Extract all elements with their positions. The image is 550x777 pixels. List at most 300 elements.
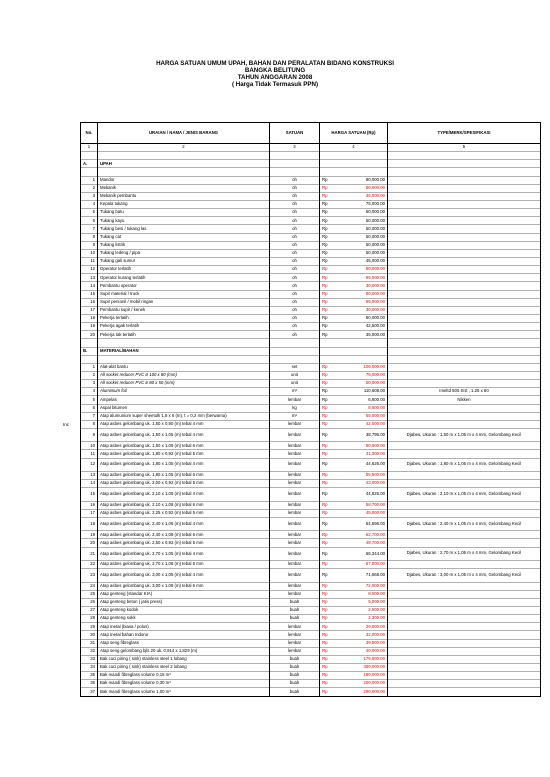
currency-label: Rp: [322, 561, 328, 567]
item-spec: [388, 647, 541, 655]
item-price: 38,796.00: [365, 431, 385, 437]
item-spec: [388, 209, 541, 217]
item-price-cell: [320, 396, 388, 404]
currency-label: Rp: [322, 225, 328, 231]
item-name: Mekanik pembantu: [98, 192, 270, 200]
item-price: 44,626.00: [365, 461, 385, 467]
row-number: 3: [81, 192, 98, 200]
item-unit: lembar: [270, 647, 320, 655]
table-row: [81, 233, 541, 241]
blank-cell: [388, 355, 541, 363]
row-number: 1: [81, 176, 98, 184]
item-price: 50,000.00: [365, 241, 385, 247]
item-spec: Djabes, Ukuran : 2,10 m x 1,05 m x 4 mm, Gelombang Kecil: [388, 488, 541, 501]
currency-label: Rp: [322, 647, 328, 653]
colnum-1: 1: [81, 144, 98, 152]
item-name: Atap asbes gelombang uk. 1,50 x 1,05 (m) tebal 6 mm: [98, 442, 270, 450]
item-unit: oh: [270, 306, 320, 314]
currency-label: Rp: [322, 623, 328, 629]
table-row: [81, 480, 541, 488]
stray-cell-text: Inc: [63, 422, 70, 427]
item-price-cell: [320, 290, 388, 298]
item-name: Atap asbes gelombang uk. 2,40 x 1,05 (m) tebal 4 mm: [98, 517, 270, 530]
item-price: 43,000.00: [365, 480, 385, 486]
item-unit: oh: [270, 233, 320, 241]
colnum-4: 4: [320, 144, 388, 152]
item-price: 30,000.00: [365, 307, 385, 313]
currency-label: Rp: [322, 396, 328, 402]
row-number: 17: [81, 306, 98, 314]
item-spec: [388, 471, 541, 479]
row-number: 29: [81, 623, 98, 631]
item-spec: [388, 380, 541, 388]
item-spec: [388, 672, 541, 680]
blank-cell: [270, 339, 320, 347]
item-name: All socket reducer PVC ø 100 x 80 (mm): [98, 371, 270, 379]
row-number: 24: [81, 582, 98, 590]
item-unit: unit: [270, 380, 320, 388]
item-spec: Imeltd 505 SIS , 1.25 x 60: [388, 388, 541, 396]
item-price: 55,500.00: [365, 472, 385, 478]
row-number: 33: [81, 655, 98, 663]
row-number: 10: [81, 249, 98, 257]
item-price: 90,000.00: [365, 266, 385, 272]
table-header-row: [81, 123, 541, 144]
item-name: Atap asbes gelombang uk. 3,00 x 1,05 (m) tebal 4 mm: [98, 569, 270, 582]
item-unit: buah: [270, 615, 320, 623]
item-price: 350,000.00: [363, 664, 385, 670]
item-unit: lembar: [270, 428, 320, 441]
table-row: [81, 314, 541, 322]
table-row: [81, 501, 541, 509]
header-no: No.: [81, 123, 98, 144]
table-row: [81, 547, 541, 560]
table-row: [81, 450, 541, 458]
row-number: 10: [81, 442, 98, 450]
item-unit: lembar: [270, 517, 320, 530]
item-price: 50,000.00: [365, 380, 385, 386]
item-spec: [388, 501, 541, 509]
item-unit: unit: [270, 371, 320, 379]
item-name: Atap asbes gelombang uk. 1,80 x 1,05 (m) tebal 4 mm: [98, 458, 270, 471]
item-price-cell: [320, 531, 388, 539]
table-row: [81, 290, 541, 298]
section-letter: B.: [81, 347, 98, 355]
item-spec: [388, 257, 541, 265]
item-unit: oh: [270, 274, 320, 282]
item-price: 6,600.00: [368, 396, 385, 402]
item-unit: oh: [270, 298, 320, 306]
item-spec: [388, 480, 541, 488]
currency-label: Rp: [322, 241, 328, 247]
table-row: [81, 217, 541, 225]
item-spec: [388, 509, 541, 517]
item-name: Aluminium foil: [98, 388, 270, 396]
blank-cell: [98, 152, 270, 160]
currency-label: Rp: [322, 539, 328, 545]
item-unit: oh: [270, 266, 320, 274]
item-unit: oh: [270, 314, 320, 322]
item-price: 50,000.00: [365, 250, 385, 256]
item-spec: [388, 298, 541, 306]
item-spec: [388, 663, 541, 671]
blank-cell: [320, 152, 388, 160]
item-price-cell: [320, 480, 388, 488]
currency-label: Rp: [322, 531, 328, 537]
item-price: 42,500.00: [365, 323, 385, 329]
item-price: 50,000.00: [365, 225, 385, 231]
colnum-5: 5: [388, 144, 541, 152]
item-name: Bak cuci piring ( sink) stainless steel 1 lobang: [98, 655, 270, 663]
item-spec: [388, 290, 541, 298]
item-price: 29,000.00: [365, 623, 385, 629]
blank-cell: [320, 355, 388, 363]
item-spec: [388, 615, 541, 623]
item-name: Atap asbes gelombang uk. 3,00 x 1,08 (m) tebal 6 mm: [98, 582, 270, 590]
item-price: 2,300.00: [368, 615, 385, 621]
item-unit: oh: [270, 323, 320, 331]
item-price-cell: [320, 298, 388, 306]
item-spec: [388, 688, 541, 696]
item-price: 71,668.00: [365, 572, 385, 578]
item-price-cell: [320, 590, 388, 598]
currency-label: Rp: [322, 364, 328, 370]
currency-label: Rp: [322, 307, 328, 313]
item-name: Bak mandi fibreglass volume 0,30 m³: [98, 680, 270, 688]
row-number: 8: [81, 420, 98, 428]
table-row: [81, 471, 541, 479]
item-name: Atap asbes gelombang uk. 2,70 x 1,05 (m) tebal 4 mm: [98, 547, 270, 560]
currency-label: Rp: [322, 331, 328, 337]
item-price-cell: [320, 420, 388, 428]
currency-label: Rp: [322, 461, 328, 467]
item-name: Supir personil / mobil ringan: [98, 298, 270, 306]
table-row: [81, 249, 541, 257]
table-row: [81, 388, 541, 396]
row-number: 34: [81, 663, 98, 671]
row-number: 18: [81, 517, 98, 530]
table-row: [81, 192, 541, 200]
item-unit: lembar: [270, 488, 320, 501]
item-spec: [388, 282, 541, 290]
row-number: 26: [81, 598, 98, 606]
item-name: Atap seng gelombang bjls 20 uk. 0,914 x 1,829 (m): [98, 647, 270, 655]
row-number: 15: [81, 290, 98, 298]
table-row: [81, 509, 541, 517]
item-spec: [388, 192, 541, 200]
item-price-cell: [320, 615, 388, 623]
item-unit: buah: [270, 663, 320, 671]
currency-label: Rp: [322, 388, 328, 394]
item-price-cell: [320, 663, 388, 671]
item-unit: oh: [270, 290, 320, 298]
item-price: 110,608.00: [363, 388, 385, 394]
currency-label: Rp: [322, 520, 328, 526]
blank-row: [81, 168, 541, 176]
currency-label: Rp: [322, 431, 328, 437]
item-price: 40,000.00: [365, 647, 385, 653]
item-unit: lembar: [270, 631, 320, 639]
currency-label: Rp: [322, 631, 328, 637]
item-price: 45,000.00: [365, 510, 385, 516]
table-row: [81, 241, 541, 249]
item-price-cell: [320, 282, 388, 290]
item-price: 290,000.00: [363, 688, 385, 694]
table-row: [81, 561, 541, 569]
item-price-cell: [320, 209, 388, 217]
blank-cell: [81, 339, 98, 347]
row-number: 7: [81, 412, 98, 420]
item-spec: [388, 582, 541, 590]
row-number: 17: [81, 509, 98, 517]
item-name: Atap asbes gelombang uk. 1,50 x 0,90 (m) tebal 4 mm: [98, 420, 270, 428]
table-row: [81, 663, 541, 671]
item-name: Atap genteng beton ( jatis press): [98, 598, 270, 606]
item-name: Atap seng fibreglass: [98, 639, 270, 647]
table-row: [81, 266, 541, 274]
item-spec: [388, 323, 541, 331]
item-name: Atap asbes gelombang uk. 2,00 x 0,92 (m) tebal 5 mm: [98, 480, 270, 488]
currency-label: Rp: [322, 217, 328, 223]
item-name: Tukang cat: [98, 233, 270, 241]
item-unit: oh: [270, 184, 320, 192]
item-name: Atap genteng sokk: [98, 615, 270, 623]
blank-cell: [270, 347, 320, 355]
item-unit: buah: [270, 688, 320, 696]
item-name: Operator terlatih: [98, 266, 270, 274]
blank-cell: [388, 160, 541, 168]
currency-label: Rp: [322, 607, 328, 613]
row-number: 11: [81, 257, 98, 265]
table-row: [81, 631, 541, 639]
item-price: 42,000.00: [365, 421, 385, 427]
currency-label: Rp: [322, 193, 328, 199]
item-unit: oh: [270, 282, 320, 290]
item-unit: lembar: [270, 420, 320, 428]
item-price-cell: [320, 225, 388, 233]
table-row: [81, 488, 541, 501]
item-unit: oh: [270, 225, 320, 233]
item-spec: [388, 233, 541, 241]
item-price-cell: [320, 412, 388, 420]
item-price-cell: [320, 314, 388, 322]
table-row: [81, 209, 541, 217]
item-spec: Djabes, Ukuran : 1,80 m x 1,05 m x 4 mm, Gelombang Kecil: [388, 458, 541, 471]
item-price-cell: [320, 547, 388, 560]
table-row: [81, 331, 541, 339]
table-row: [81, 539, 541, 547]
item-price-cell: [320, 672, 388, 680]
item-name: Atap asbes gelombang uk. 2,10 x 1,05 (m) tebal 4 mm: [98, 488, 270, 501]
item-name: Pembantu supir / kenek: [98, 306, 270, 314]
blank-row: [81, 152, 541, 160]
table-row: [81, 282, 541, 290]
item-name: Mandor: [98, 176, 270, 184]
blank-cell: [81, 168, 98, 176]
item-spec: Djabes, Ukuran : 2,40 m x 1,05 m x 4 mm, Gelombang Kecil: [388, 517, 541, 530]
item-price: 48,700.00: [365, 539, 385, 545]
item-unit: oh: [270, 209, 320, 217]
row-number: 11: [81, 450, 98, 458]
row-number: 13: [81, 274, 98, 282]
currency-label: Rp: [322, 480, 328, 486]
item-price: 67,000.00: [365, 561, 385, 567]
item-price: 44,626.00: [365, 491, 385, 497]
table-row: [81, 590, 541, 598]
row-number: 31: [81, 639, 98, 647]
item-name: Atap metal (biasa / polos): [98, 623, 270, 631]
item-unit: buah: [270, 680, 320, 688]
item-name: Atap alumunium super sheetulk 1,8 x 6 (m), t = 0,2 mm (berwarna): [98, 412, 270, 420]
item-price-cell: [320, 582, 388, 590]
item-name: All socket reducer PVC ø 80 x 50 (mm): [98, 380, 270, 388]
item-price-cell: [320, 501, 388, 509]
item-price-cell: [320, 257, 388, 265]
currency-label: Rp: [322, 282, 328, 288]
item-unit: lembar: [270, 590, 320, 598]
row-number: 20: [81, 539, 98, 547]
item-price: 55,000.00: [365, 412, 385, 418]
header-price: HARGA SATUAN (Rp): [320, 123, 388, 144]
item-price-cell: [320, 200, 388, 208]
row-number: 27: [81, 606, 98, 614]
item-unit: lembar: [270, 450, 320, 458]
item-unit: lembar: [270, 561, 320, 569]
currency-label: Rp: [322, 450, 328, 456]
item-name: Atap asbes gelombang uk. 1,50 x 1,05 (m) tebal 4 mm: [98, 428, 270, 441]
item-name: Tukang kayu: [98, 217, 270, 225]
item-price-cell: [320, 606, 388, 614]
currency-label: Rp: [322, 274, 328, 280]
item-price-cell: [320, 371, 388, 379]
table-row: [81, 598, 541, 606]
item-unit: lembar: [270, 639, 320, 647]
currency-label: Rp: [322, 209, 328, 215]
row-number: 16: [81, 501, 98, 509]
row-number: 12: [81, 458, 98, 471]
row-number: 8: [81, 233, 98, 241]
row-number: 12: [81, 266, 98, 274]
item-price-cell: [320, 450, 388, 458]
item-price-cell: [320, 380, 388, 388]
blank-cell: [388, 152, 541, 160]
item-price-cell: [320, 539, 388, 547]
table-row: [81, 655, 541, 663]
table-row: [81, 517, 541, 530]
item-unit: oh: [270, 176, 320, 184]
item-spec: [388, 371, 541, 379]
item-name: Pekerja agak terlatih: [98, 323, 270, 331]
row-number: 28: [81, 615, 98, 623]
blank-row: [81, 339, 541, 347]
item-name: Ampelas: [98, 396, 270, 404]
currency-label: Rp: [322, 501, 328, 507]
table-row: [81, 442, 541, 450]
row-number: 6: [81, 404, 98, 412]
currency-label: Rp: [322, 582, 328, 588]
row-number: 7: [81, 225, 98, 233]
item-price-cell: [320, 388, 388, 396]
blank-cell: [81, 152, 98, 160]
item-unit: oh: [270, 241, 320, 249]
item-name: Tukang gali sumur: [98, 257, 270, 265]
blank-cell: [81, 355, 98, 363]
item-spec: [388, 241, 541, 249]
item-spec: [388, 539, 541, 547]
blank-cell: [388, 339, 541, 347]
item-spec: Djabes, Ukuran : 1,50 m x 1,05 m x 4 mm, Gelombang Kecil: [388, 428, 541, 441]
item-price: 50,000.00: [365, 315, 385, 321]
item-price: 5,000.00: [368, 599, 385, 605]
item-price-cell: [320, 306, 388, 314]
table-row: [81, 412, 541, 420]
item-name: Atap asbes gelombang uk. 2,70 x 1,08 (m) tebal 6 mm: [98, 561, 270, 569]
item-price-cell: [320, 331, 388, 339]
item-spec: [388, 623, 541, 631]
row-number: 35: [81, 672, 98, 680]
blank-cell: [388, 347, 541, 355]
item-price: 65,000.00: [365, 274, 385, 280]
item-spec: [388, 306, 541, 314]
item-spec: [388, 420, 541, 428]
blank-cell: [98, 168, 270, 176]
item-name: Tukang ledeng / pipa: [98, 249, 270, 257]
item-spec: [388, 249, 541, 257]
currency-label: Rp: [322, 372, 328, 378]
currency-label: Rp: [322, 590, 328, 596]
row-number: 1: [81, 363, 98, 371]
row-number: 4: [81, 388, 98, 396]
item-price-cell: [320, 428, 388, 441]
item-spec: [388, 639, 541, 647]
table-row: [81, 404, 541, 412]
row-number: 14: [81, 480, 98, 488]
item-price-cell: [320, 471, 388, 479]
item-spec: [388, 598, 541, 606]
row-number: 22: [81, 561, 98, 569]
currency-label: Rp: [322, 680, 328, 686]
item-price: 50,000.00: [365, 184, 385, 190]
currency-label: Rp: [322, 572, 328, 578]
blank-cell: [98, 355, 270, 363]
item-price-cell: [320, 176, 388, 184]
item-spec: [388, 331, 541, 339]
currency-label: Rp: [322, 688, 328, 694]
section-letter: A.: [81, 160, 98, 168]
table-row: [81, 680, 541, 688]
item-price: 105,000.00: [363, 364, 385, 370]
currency-label: Rp: [322, 615, 328, 621]
table-row: [81, 323, 541, 331]
table-row: [81, 428, 541, 441]
item-unit: oh: [270, 192, 320, 200]
item-spec: [388, 225, 541, 233]
currency-label: Rp: [322, 491, 328, 497]
row-number: 2: [81, 371, 98, 379]
row-number: 18: [81, 314, 98, 322]
item-name: Mekanik: [98, 184, 270, 192]
item-spec: [388, 590, 541, 598]
row-number: 5: [81, 396, 98, 404]
table-row: [81, 274, 541, 282]
item-unit: m²: [270, 412, 320, 420]
item-price: 8,500.00: [368, 404, 385, 410]
item-name: Alat-alat bantu: [98, 363, 270, 371]
item-price-cell: [320, 184, 388, 192]
item-price-cell: [320, 623, 388, 631]
table-row: [81, 606, 541, 614]
item-spec: [388, 606, 541, 614]
